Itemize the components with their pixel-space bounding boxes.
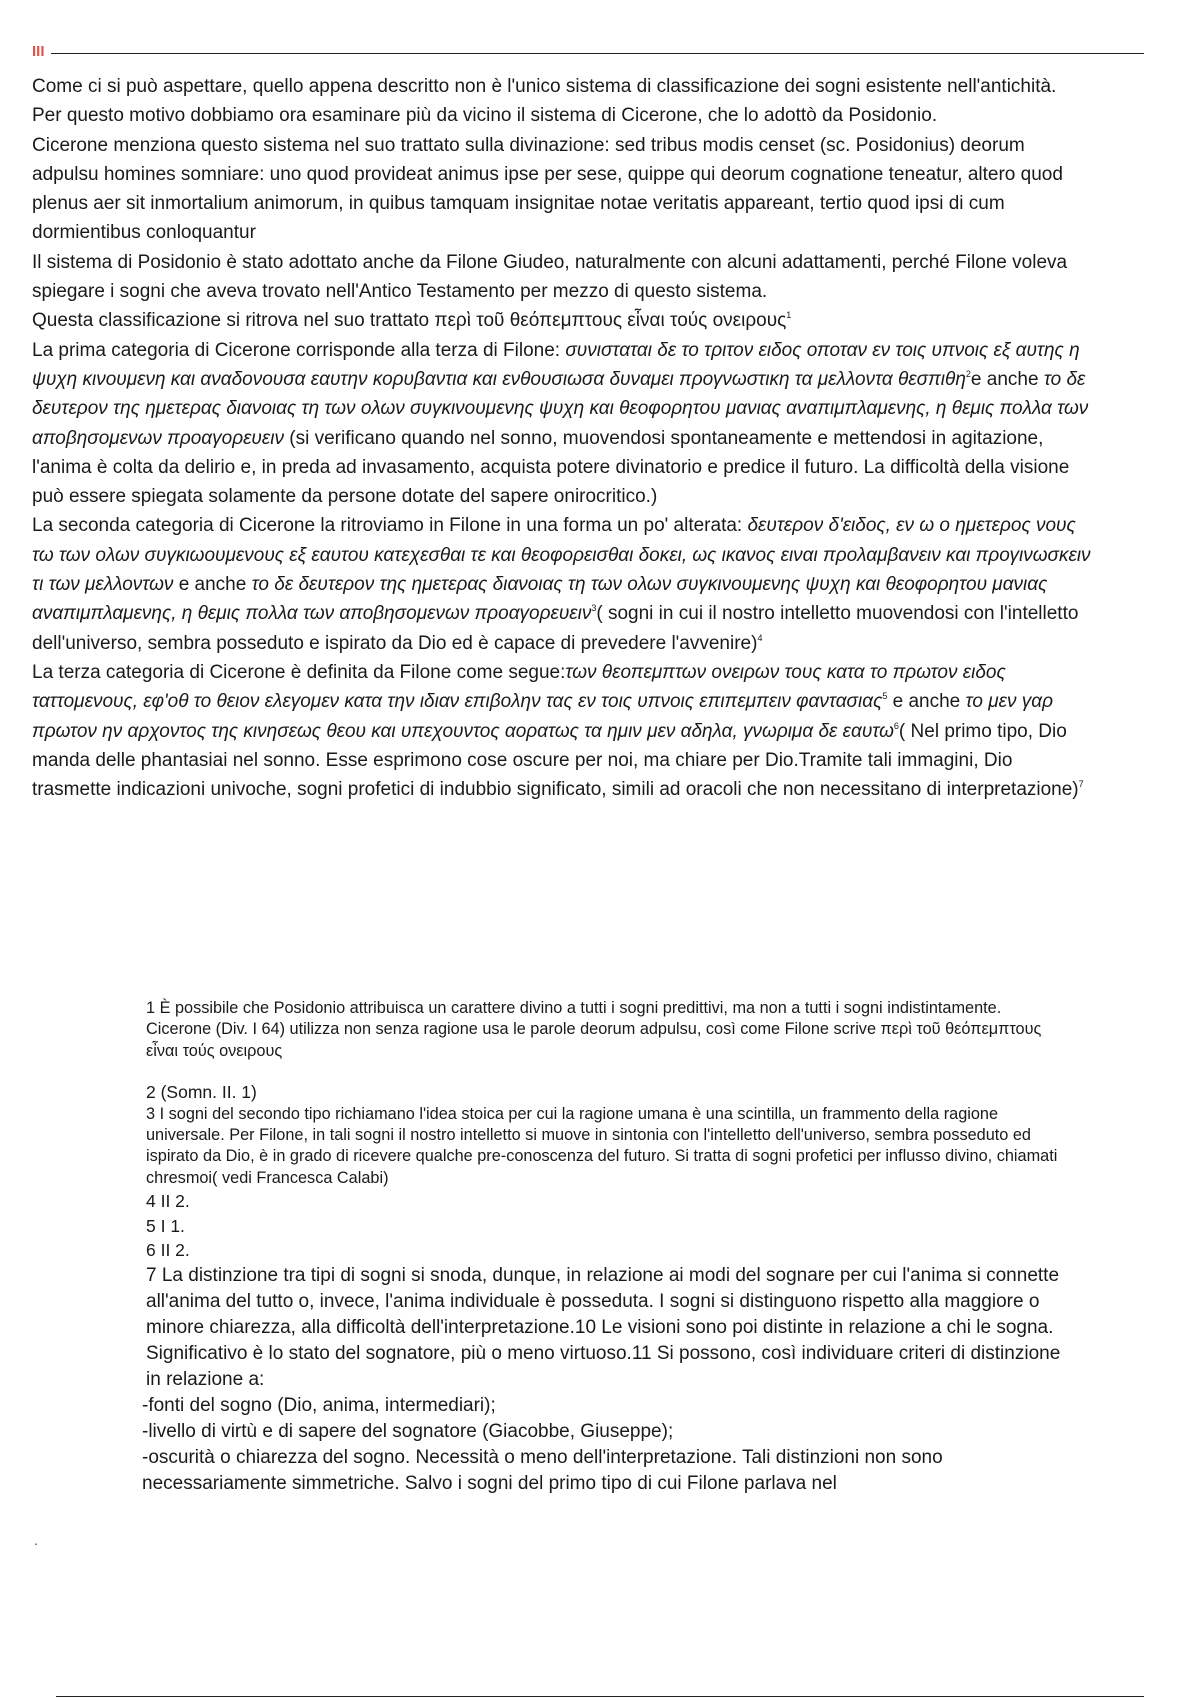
paragraph-8-intro: La terza categoria di Cicerone è definita da Filone come segue: [32, 661, 566, 683]
header-rule [51, 53, 1144, 54]
greek-quote-1: συνισταται δε το τριτον ειδος οποταν εν τοις υπνοις εξ αυτης η ψυχη κινουμενη και αναδονουσα εαυτην κορυβαντια και ενθουσιωσα δυναμει προγνωστικη τα μελλοντα θεσπιθη [32, 339, 1080, 390]
greek-quote-2: το δε δευτερον της ημετερας διανοιας τη των ολων συγκινουμενης ψυχη και θεοφορητου μανιας αναπιμπλαμενης, η θεμις πολλα των αποβησομενων προαγορευειν [32, 368, 1089, 449]
footnote-2: 2 (Somn. II. 1) [146, 1081, 257, 1102]
footnote-7: 7 La distinzione tra tipi di sogni si snoda, dunque, in relazione ai modi del sognare per cui l'anima si connette all'anima del tutto o, invece, l'anima individuale è posseduta. I sogni si distinguono rispetto alla maggiore o minore chiarezza, alla difficoltà dell'interpretazione.10 Le visioni sono poi distinte in relazione a chi le sogna. Significativo è lo stato del sognatore, più o meno virtuoso.11 Si possono, così individuare criteri di distinzione in relazione a: [146, 1264, 1061, 1390]
greek-quote-6: το μεν γαρ πρωτον ην αρχοντος της κινησεως θεου και υπεχουντος αορατως τα ημιν μεν αδηλα, γνωριμα δε εαυτω [32, 691, 1053, 742]
paragraph-1: Come ci si può aspettare, quello appena descritto non è l'unico sistema di classificazione dei sogni esistente nell'antichità. [32, 76, 1057, 97]
greek-quote-5: των θεοπεμπτων ονειρων τους κατα το πρωτον ειδος ταττομενους, εφ'οθ το θειον ελεγομεν κατα την ιδιαν επιβολην τας εν τοις υπνοις επιπεμπειν φαντασιας [32, 661, 1006, 713]
footnote-ref-6: 6 [893, 720, 899, 731]
stray-mark: . [34, 1532, 38, 1548]
footer-rule [56, 1696, 1144, 1697]
footnote-ref-3: 3 [591, 603, 597, 614]
criteria-item: -livello di virtù e di sapere del sognatore (Giacobbe, Giuseppe); [142, 1420, 674, 1442]
paragraph-3: Cicerone menziona questo sistema nel suo trattato sulla divinazione: sed tribus modis censet (sc. Posidonius) deorum adpulsu homines somniare: uno quod provideat animus ipse per sese, quippe qui deorum cognatione teneatur, altero quod plenus aer sit inmortalium animorum, in quibus tamquam insignitae notae veritatis appareant, tertio quod ipsi di cum dormientibus conloquantur [32, 134, 1063, 244]
criteria-list [142, 1393, 1066, 1497]
paragraph-6 [32, 336, 1092, 512]
footnote-4: 4 II 2. [146, 1191, 190, 1212]
paragraph-8-translation: ( Nel primo tipo, Dio manda delle phantasiai nel sonno. Esse esprimono cose oscure per noi, ma chiare per Dio.Tramite tali immagini, Dio trasmette indicazioni univoche, sogni profetici di indubbio significato, simili ad oracoli che non necessitano di interpretazione) [32, 720, 1079, 801]
page-header [32, 44, 1144, 60]
footnote-3: 3 I sogni del secondo tipo richiamano l'idea stoica per cui la ragione umana è una scintilla, un frammento della ragione universale. Per Filone, in tali sogni il nostro intelletto si muove in sintonia con l'intelletto dell'universo, sembra posseduto ed ispirato da Dio, è in grado di ricevere qualche pre-conoscenza del futuro. Si tratta di sogni profetici per influsso divino, chiamati chresmoi( vedi Francesca Calabi) [146, 1104, 1058, 1187]
footnote-ref-4: 4 [757, 632, 763, 643]
paragraph-7-translation: ( sogni in cui il nostro intelletto muovendosi con l'intelletto dell'universo, sembra posseduto e ispirato da Dio ed è capace di prevedere l'avvenire) [32, 603, 1079, 654]
greek-quote-4: το δε δευτερον της ημετερας διανοιας τη των ολων συγκινουμενης ψυχη και θεοφορητου μανιας αναπιμπλαμενης, η θεμις πολλα των αποβησομενων προαγορευειν [32, 574, 1048, 625]
paragraph-6-connector: e anche [970, 368, 1044, 390]
footnote-ref-7: 7 [1078, 779, 1084, 790]
footnote-ref-2: 2 [965, 368, 971, 379]
paragraph-7 [32, 511, 1092, 657]
main-text [32, 72, 1092, 804]
criteria-item: -oscurità o chiarezza del sogno. Necessità o meno dell'interpretazione. Tali distinzioni non sono necessariamente simmetriche. Salvo i sogni del primo tipo di cui Filone parlava nel [142, 1446, 943, 1494]
section-marker: III [32, 43, 45, 60]
footnote-5: 5 I 1. [146, 1215, 185, 1236]
paragraph-7-intro: La seconda categoria di Cicerone la ritroviamo in Filone in una forma un po' alterata: [32, 515, 748, 537]
footnote-ref-5: 5 [882, 691, 888, 702]
footnote-6: 6 II 2. [146, 1240, 190, 1261]
paragraph-4: Il sistema di Posidonio è stato adottato anche da Filone Giudeo, naturalmente con alcuni adattamenti, perché Filone voleva spiegare i sogni che aveva trovato nell'Antico Testamento per mezzo di questo sistema. [32, 251, 1068, 303]
paragraph-6-intro: La prima categoria di Cicerone corrisponde alla terza di Filone: [32, 339, 566, 361]
criteria-item: -fonti del sogno (Dio, anima, intermediari); [142, 1394, 496, 1416]
footnote-ref-1: 1 [786, 310, 792, 321]
paragraph-8-connector: e anche [887, 691, 966, 713]
paragraph-2: Per questo motivo dobbiamo ora esaminare più da vicino il sistema di Cicerone, che lo adottò da Posidonio. [32, 105, 938, 127]
paragraph-5 [32, 306, 1092, 335]
footnote-gap [146, 1062, 1066, 1080]
paragraph-7-connector: e anche [173, 574, 252, 596]
footnotes [142, 998, 1066, 1497]
footnote-1: 1 È possibile che Posidonio attribuisca un carattere divino a tutti i sogni predittivi, ma non a tutti i sogni indistintamente. Cicerone (Div. I 64) utilizza non senza ragione usa le parole deorum adpulsu, così come Filone scrive περὶ τοῦ θεόπεμπτους εἶναι τούς ονειρους [146, 999, 1042, 1060]
paragraph-6-translation: (si verificano quando nel sonno, muovendosi spontaneamente e mettendosi in agitazione, l'anima è colta da delirio e, in preda ad invasamento, acquista potere divinatorio e predice il futuro. La difficoltà della visione può essere spiegata solamente da persone dotate del sapere onirocritico.) [32, 427, 1070, 508]
paragraph-5-text: Questa classificazione si ritrova nel suo trattato περὶ τοῦ θεόπεμπτους εἶναι τούς ονειρους [32, 310, 787, 332]
paragraph-8 [32, 658, 1092, 804]
greek-quote-3: δευτερον δ'ειδος, εν ω ο ημετερος νους τω των ολων συγκιωουμενους εξ εαυτου κατεχεσθαι τε και θεοφορεισθαι δοκει, ως ικανος ειναι προλαμβανειν και προγινωσκειν τι των μελλοντων [32, 515, 1091, 596]
